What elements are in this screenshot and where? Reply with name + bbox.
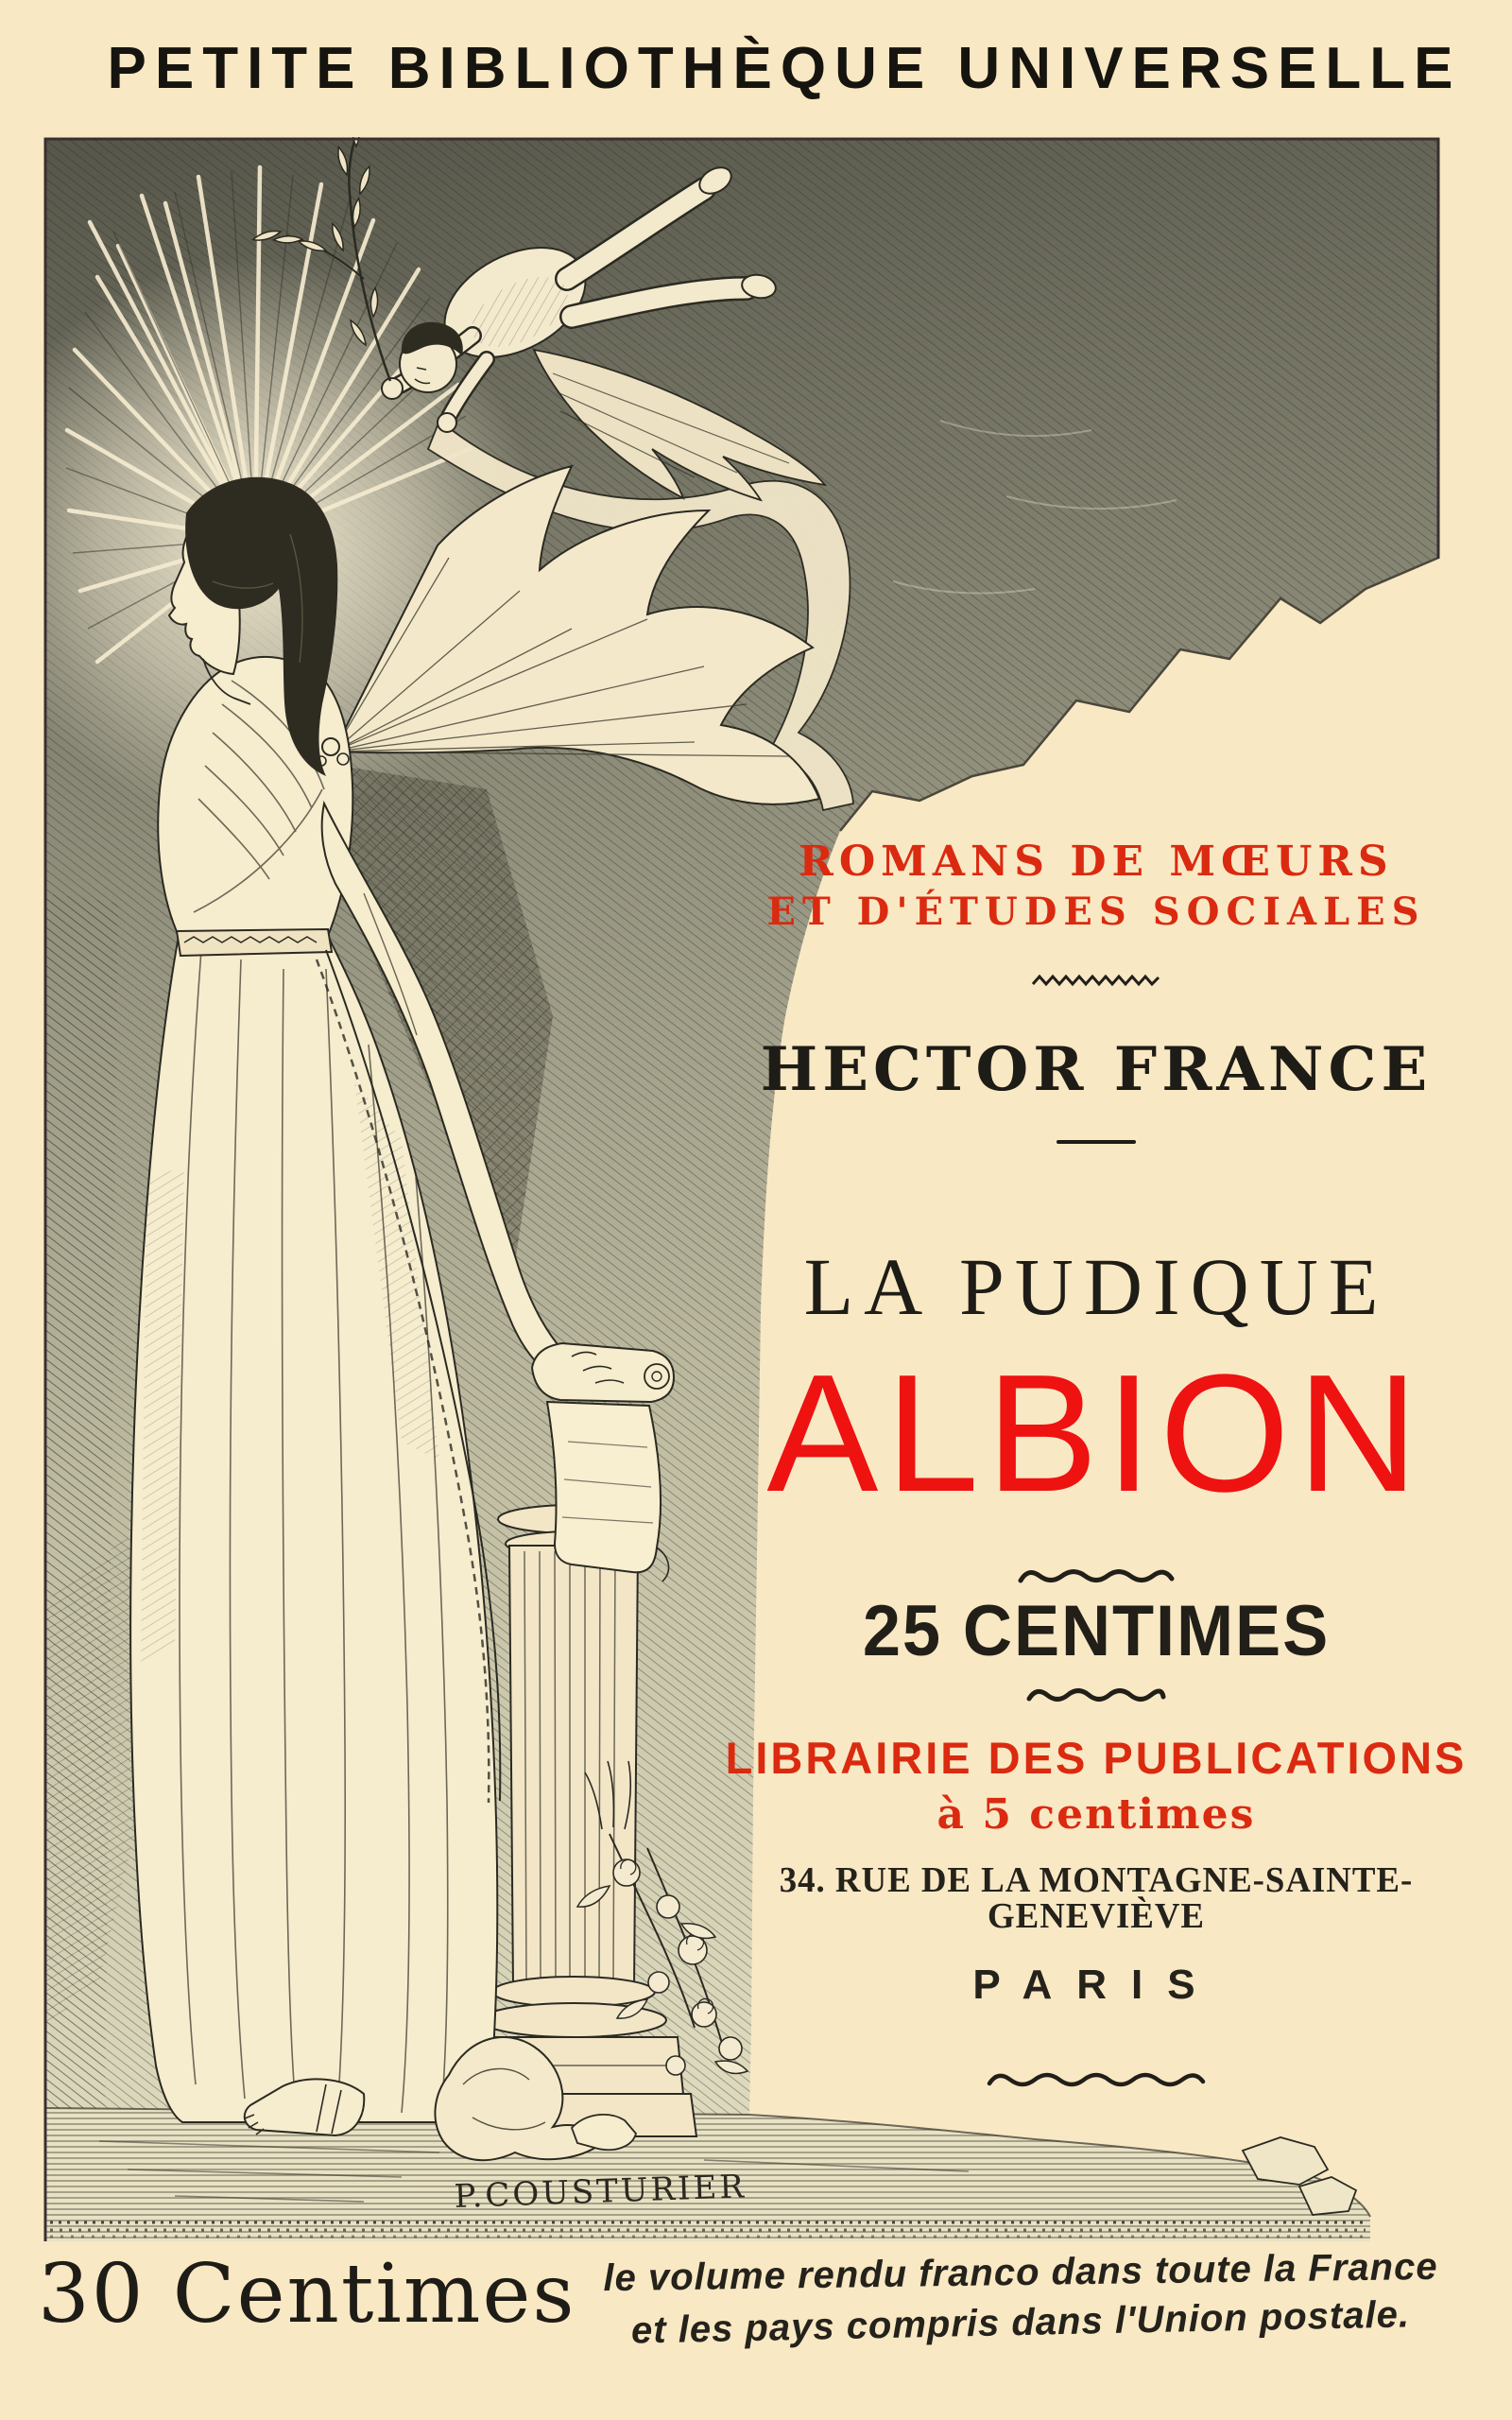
squiggle-divider-2 — [718, 1565, 1474, 1591]
squiggle-divider-1 — [718, 972, 1474, 994]
series-line-2: ET D'ÉTUDES SOCIALES — [766, 890, 1426, 934]
footer-price: 30 Centimes — [38, 2247, 576, 2342]
publisher-city: PARIS — [972, 1962, 1220, 2008]
squiggle-divider-3 — [718, 1685, 1474, 1710]
squiggle-divider-4 — [718, 2068, 1474, 2096]
title-main: ALBION — [766, 1340, 1426, 1527]
masthead-title: PETITE BIBLIOTHÈQUE UNIVERSELLE — [107, 36, 1462, 101]
series-line-1: ROMANS DE MŒURS — [799, 838, 1394, 886]
author-name: HECTOR FRANCE — [760, 1034, 1433, 1105]
title-subtitle: LA PUDIQUE — [803, 1241, 1389, 1332]
publisher-line-2: à 5 centimes — [936, 1790, 1256, 1839]
publisher-line-1: LIBRAIRIE DES PUBLICATIONS — [725, 1733, 1468, 1783]
footer-note-line-1: le volume rendu franco dans toute la France — [603, 2245, 1438, 2300]
artist-signature: P.COUSTURIER — [453, 2168, 747, 2216]
footer-note — [558, 2245, 1484, 2352]
author-rule — [1057, 1140, 1136, 1144]
price-label: 25 CENTIMES — [862, 1591, 1331, 1671]
footer-note-line-2: et les pays compris dans l'Union postale. — [630, 2293, 1411, 2352]
publisher-address: 34. RUE DE LA MONTAGNE-SAINTE-GENEVIÈVE — [779, 1860, 1414, 1936]
